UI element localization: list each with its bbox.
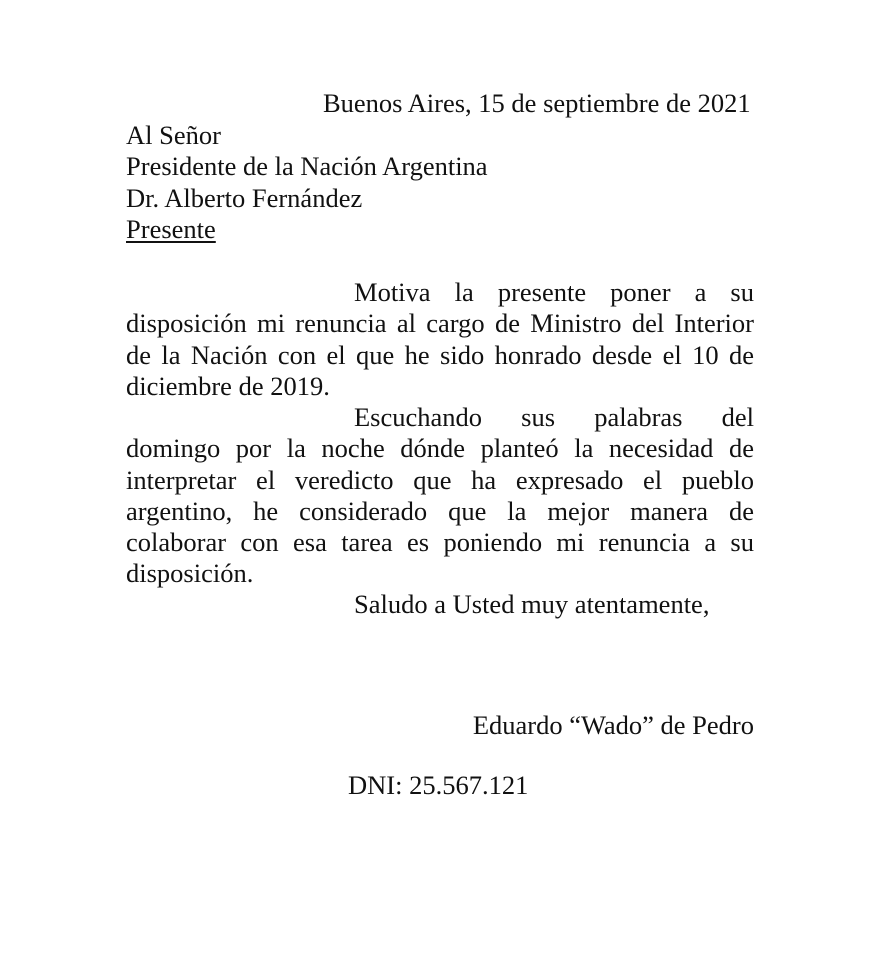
recipient-presente: Presente bbox=[126, 214, 216, 244]
letter-date: Buenos Aires, 15 de septiembre de 2021 bbox=[323, 88, 751, 118]
paragraph-2-line: disposición. bbox=[126, 558, 254, 588]
paragraph-1-line: Motiva la presente poner a su bbox=[354, 277, 754, 307]
recipient-title: Presidente de la Nación Argentina bbox=[126, 151, 488, 181]
paragraph-2-line: interpretar el veredicto que ha expresado el pueblo bbox=[126, 465, 754, 495]
paragraph-1-line: diciembre de 2019. bbox=[126, 371, 330, 401]
paragraph-2-line: domingo por la noche dónde planteó la necesidad de bbox=[126, 433, 754, 463]
paragraph-2-line: colaborar con esa tarea es poniendo mi renuncia a su bbox=[126, 527, 754, 557]
paragraph-1-line: de la Nación con el que he sido honrado desde el 10 de bbox=[126, 340, 754, 370]
recipient-salutation: Al Señor bbox=[126, 120, 221, 150]
recipient-name: Dr. Alberto Fernández bbox=[126, 183, 363, 213]
paragraph-2-line: argentino, he considerado que la mejor manera de bbox=[126, 496, 754, 526]
dni-number: DNI: 25.567.121 bbox=[348, 770, 529, 800]
paragraph-1-line: disposición mi renuncia al cargo de Ministro del Interior bbox=[126, 308, 754, 338]
signature-name: Eduardo “Wado” de Pedro bbox=[472, 710, 754, 740]
paragraph-2-line: Escuchando sus palabras del bbox=[354, 402, 754, 432]
closing-line: Saludo a Usted muy atentamente, bbox=[354, 589, 710, 619]
